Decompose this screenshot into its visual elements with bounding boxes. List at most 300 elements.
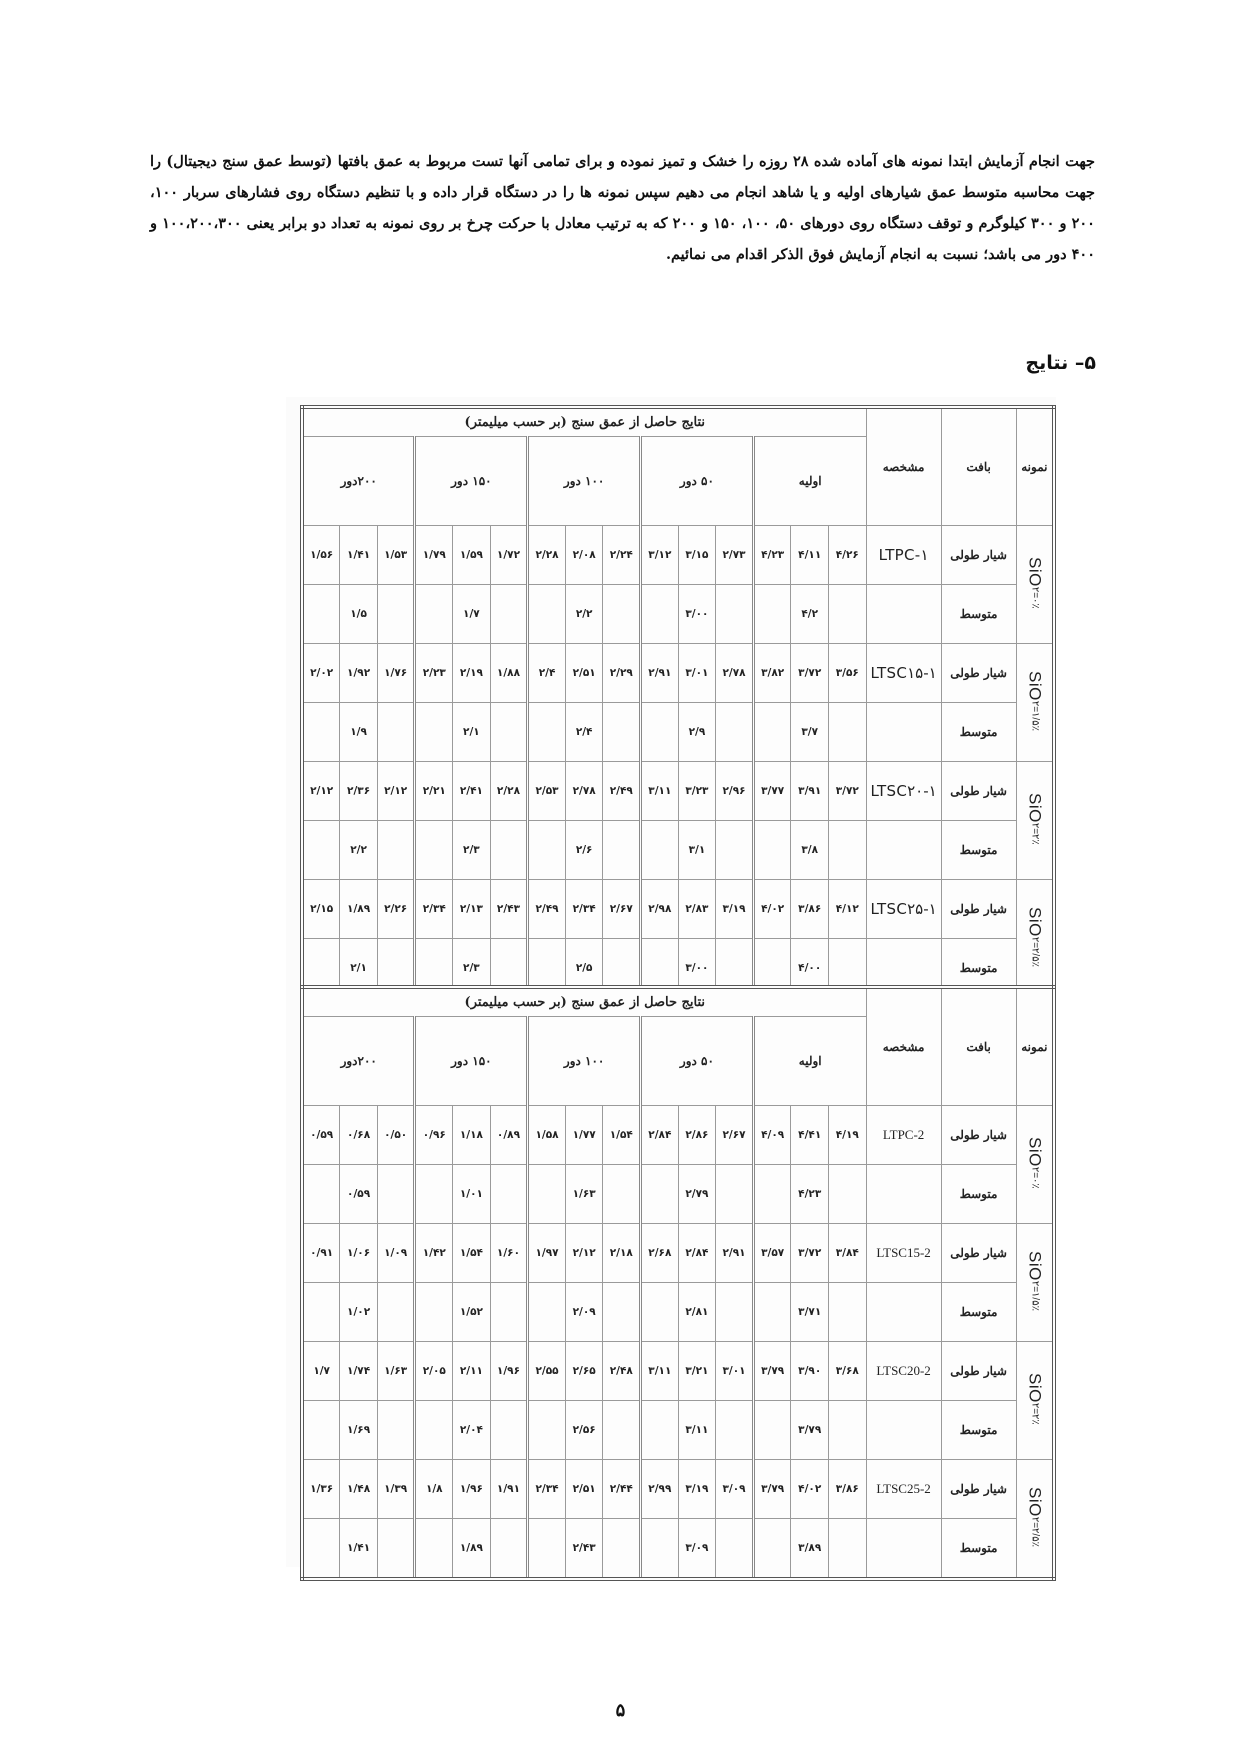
average-value-cell: ۳/۱ [678,821,716,880]
depth-value-cell: ۳/۱۲ [641,526,679,585]
empty-cell [603,821,641,880]
depth-value-cell: ۲/۲۹ [603,644,641,703]
texture-cell: متوسط [941,703,1016,762]
sample-label [1024,1137,1044,1189]
depth-value-cell: ۱/۹۲ [340,644,378,703]
empty-cell [753,1165,791,1224]
empty-cell [641,1519,679,1580]
sample-label [1024,557,1044,609]
sample-percent: ۲=۲/۵٪ [1029,936,1041,967]
depth-value-cell: ۱/۳۹ [377,1460,415,1519]
depth-value-cell: ۰/۹۶ [415,1106,453,1165]
header-cycle-group: ۱۰۰ دور [528,437,641,526]
empty-cell [490,821,528,880]
header-sample: نمونه [1016,987,1054,1106]
sample-label [1024,907,1044,967]
average-value-cell: ۱/۹ [340,703,378,762]
empty-cell [377,821,415,880]
texture-cell: شیار طولی [941,1106,1016,1165]
depth-value-cell: ۴/۰۹ [753,1106,791,1165]
empty-cell [377,703,415,762]
depth-value-cell: ۳/۱۵ [678,526,716,585]
sample-percent: ۲=۱/۵٪ [1029,1280,1041,1311]
depth-value-cell: ۲/۱۲ [565,1224,603,1283]
depth-value-cell: ۰/۶۸ [340,1106,378,1165]
average-value-cell: ۱/۴۱ [340,1519,378,1580]
depth-value-cell: ۲/۱۲ [377,762,415,821]
texture-cell: متوسط [941,1283,1016,1342]
depth-value-cell: ۲/۲۳ [415,644,453,703]
spec-code-cell-empty [866,1165,941,1224]
depth-value-cell: ۲/۹۸ [641,880,679,939]
sample-formula: SiO [1025,1486,1045,1517]
table-row-groove [302,526,1054,585]
texture-cell: متوسط [941,821,1016,880]
header-cycle-group: ۲۰۰دور [302,1017,415,1106]
empty-cell [641,1165,679,1224]
spec-code-cell: LTSC۲۰-۱ [866,762,941,821]
sample-label [1024,671,1044,731]
depth-value-cell: ۲/۵۳ [528,762,566,821]
depth-value-cell: ۳/۲۱ [678,1342,716,1401]
empty-cell [528,1165,566,1224]
empty-cell [415,585,453,644]
average-value-cell: ۳/۰۹ [678,1519,716,1580]
empty-cell [490,585,528,644]
depth-value-cell: ۳/۹۱ [791,762,829,821]
depth-value-cell: ۲/۸۳ [678,880,716,939]
depth-value-cell: ۲/۷۸ [716,644,754,703]
header-results-title: نتایج حاصل از عمق سنج (بر حسب میلیمتر) [302,407,866,437]
depth-value-cell: ۳/۰۱ [716,1342,754,1401]
depth-value-cell: ۲/۲۶ [377,880,415,939]
average-value-cell: ۳/۷۹ [791,1401,829,1460]
empty-cell [603,585,641,644]
depth-value-cell: ۲/۶۷ [716,1106,754,1165]
empty-cell [302,1283,340,1342]
depth-value-cell: ۱/۵۴ [453,1224,491,1283]
header-cycle-group: اولیه [753,437,866,526]
average-value-cell: ۳/۷ [791,703,829,762]
depth-value-cell: ۲/۱۳ [453,880,491,939]
depth-value-cell: ۲/۹۶ [716,762,754,821]
average-value-cell: ۱/۵۲ [453,1283,491,1342]
empty-cell [753,1283,791,1342]
empty-cell [490,1519,528,1580]
section-heading: ۵– نتایج [1025,352,1096,374]
depth-value-cell: ۰/۵۹ [302,1106,340,1165]
texture-cell: شیار طولی [941,880,1016,939]
average-value-cell: ۲/۲ [565,585,603,644]
texture-cell: شیار طولی [941,526,1016,585]
empty-cell [415,703,453,762]
empty-cell [829,1401,867,1460]
depth-value-cell: ۳/۸۲ [753,644,791,703]
texture-cell: متوسط [941,939,1016,1000]
texture-cell: شیار طولی [941,1224,1016,1283]
sample-formula: SiO [1025,1250,1045,1281]
sample-percent: ۲=۱/۵٪ [1029,700,1041,731]
depth-value-cell: ۱/۸۹ [340,880,378,939]
empty-cell [377,1165,415,1224]
table-row-groove [302,644,1054,703]
empty-cell [829,703,867,762]
empty-cell [753,703,791,762]
depth-value-cell: ۳/۷۲ [791,1224,829,1283]
depth-value-cell: ۲/۴۳ [490,880,528,939]
empty-cell [829,1519,867,1580]
sample-cell [1016,762,1054,880]
empty-cell [528,821,566,880]
depth-value-cell: ۱/۷۲ [490,526,528,585]
depth-value-cell: ۱/۷ [302,1342,340,1401]
sample-percent: ۲=۰٪ [1029,1166,1041,1189]
texture-cell: شیار طولی [941,644,1016,703]
empty-cell [302,821,340,880]
spec-code-cell-empty [866,1519,941,1580]
average-value-cell: ۲/۱ [453,703,491,762]
average-value-cell: ۱/۰۲ [340,1283,378,1342]
depth-value-cell: ۰/۹۱ [302,1224,340,1283]
sample-formula: SiO [1025,1136,1045,1167]
empty-cell [716,1283,754,1342]
average-value-cell: ۲/۵ [565,939,603,1000]
empty-cell [603,1283,641,1342]
results-table-1 [300,405,1056,1001]
average-value-cell: ۱/۶۳ [565,1165,603,1224]
depth-value-cell: ۱/۹۶ [490,1342,528,1401]
depth-value-cell: ۲/۴۴ [603,1460,641,1519]
empty-cell [603,703,641,762]
depth-value-cell: ۱/۶۰ [490,1224,528,1283]
spec-code-cell: LTPC-۱ [866,526,941,585]
depth-value-cell: ۱/۱۸ [453,1106,491,1165]
depth-value-cell: ۱/۷۷ [565,1106,603,1165]
header-spec: مشخصه [866,407,941,526]
depth-value-cell: ۱/۴۱ [340,526,378,585]
empty-cell [716,1401,754,1460]
sample-cell [1016,1342,1054,1460]
table-row-groove [302,762,1054,821]
header-texture: بافت [941,987,1016,1106]
average-value-cell: ۲/۴ [565,703,603,762]
average-value-cell: ۲/۶ [565,821,603,880]
sample-formula: SiO [1025,1372,1045,1403]
average-value-cell: ۲/۲ [340,821,378,880]
texture-cell: متوسط [941,585,1016,644]
depth-value-cell: ۲/۸۴ [641,1106,679,1165]
header-results-title: نتایج حاصل از عمق سنج (بر حسب میلیمتر) [302,987,866,1017]
depth-value-cell: ۴/۱۲ [829,880,867,939]
empty-cell [641,1401,679,1460]
texture-cell: متوسط [941,1519,1016,1580]
depth-value-cell: ۱/۹۷ [528,1224,566,1283]
empty-cell [377,1519,415,1580]
depth-value-cell: ۱/۵۹ [453,526,491,585]
depth-value-cell: ۳/۸۶ [791,880,829,939]
texture-cell: متوسط [941,1165,1016,1224]
average-value-cell: ۳/۸۹ [791,1519,829,1580]
sample-formula: SiO [1025,792,1045,823]
header-cycle-group: ۱۵۰ دور [415,437,528,526]
depth-value-cell: ۲/۲۴ [603,526,641,585]
empty-cell [302,585,340,644]
depth-value-cell: ۳/۰۹ [716,1460,754,1519]
empty-cell [528,703,566,762]
header-texture: بافت [941,407,1016,526]
depth-value-cell: ۲/۴ [528,644,566,703]
depth-value-cell: ۴/۲۶ [829,526,867,585]
average-value-cell: ۰/۵۹ [340,1165,378,1224]
average-value-cell: ۲/۰۹ [565,1283,603,1342]
table-row-groove [302,880,1054,939]
sample-label [1024,1251,1044,1311]
depth-value-cell: ۲/۳۴ [528,1460,566,1519]
empty-cell [603,1519,641,1580]
depth-value-cell: ۱/۰۹ [377,1224,415,1283]
sample-cell [1016,1106,1054,1224]
depth-value-cell: ۲/۲۸ [528,526,566,585]
depth-value-cell: ۲/۷۸ [565,762,603,821]
texture-cell: شیار طولی [941,1342,1016,1401]
spec-code-cell-empty [866,1283,941,1342]
depth-value-cell: ۳/۰۱ [678,644,716,703]
table-row-groove [302,1342,1054,1401]
average-value-cell: ۲/۱ [340,939,378,1000]
depth-value-cell: ۱/۵۴ [603,1106,641,1165]
depth-value-cell: ۲/۳۶ [340,762,378,821]
sample-cell [1016,526,1054,644]
depth-value-cell: ۲/۵۱ [565,644,603,703]
table-row-average [302,821,1054,880]
depth-value-cell: ۱/۸۸ [490,644,528,703]
average-value-cell: ۴/۲ [791,585,829,644]
table-row-groove [302,1106,1054,1165]
depth-value-cell: ۲/۱۲ [302,762,340,821]
empty-cell [377,1283,415,1342]
depth-value-cell: ۳/۷۹ [753,1460,791,1519]
empty-cell [528,1401,566,1460]
average-value-cell: ۱/۵ [340,585,378,644]
depth-value-cell: ۲/۶۸ [641,1224,679,1283]
depth-value-cell: ۲/۰۵ [415,1342,453,1401]
empty-cell [716,1519,754,1580]
sample-percent: ۲=۲/۵٪ [1029,1516,1041,1547]
empty-cell [302,1519,340,1580]
average-value-cell: ۱/۰۱ [453,1165,491,1224]
spec-code-cell: LTSC۲۵-۱ [866,880,941,939]
empty-cell [829,821,867,880]
sample-percent: ۲=۰٪ [1029,586,1041,609]
depth-value-cell: ۳/۵۷ [753,1224,791,1283]
empty-cell [415,1401,453,1460]
empty-cell [490,1401,528,1460]
depth-value-cell: ۲/۹۹ [641,1460,679,1519]
empty-cell [415,1283,453,1342]
header-cycle-group: ۱۵۰ دور [415,1017,528,1106]
depth-value-cell: ۲/۰۲ [302,644,340,703]
depth-value-cell: ۱/۴۲ [415,1224,453,1283]
depth-value-cell: ۱/۷۹ [415,526,453,585]
sample-formula: SiO [1025,670,1045,701]
header-sample: نمونه [1016,407,1054,526]
average-value-cell: ۳/۰۰ [678,939,716,1000]
empty-cell [528,1519,566,1580]
depth-value-cell: ۱/۹۱ [490,1460,528,1519]
spec-code-cell: LTPC-2 [866,1106,941,1165]
depth-value-cell: ۳/۹۰ [791,1342,829,1401]
depth-value-cell: ۲/۲۸ [490,762,528,821]
depth-value-cell: ۲/۸۶ [678,1106,716,1165]
depth-value-cell: ۲/۳۴ [565,880,603,939]
depth-value-cell: ۳/۶۸ [829,1342,867,1401]
depth-value-cell: ۴/۰۲ [791,1460,829,1519]
empty-cell [302,1401,340,1460]
empty-cell [490,703,528,762]
depth-value-cell: ۰/۵۰ [377,1106,415,1165]
sample-cell [1016,1460,1054,1580]
empty-cell [716,1165,754,1224]
depth-value-cell: ۴/۴۱ [791,1106,829,1165]
average-value-cell: ۲/۴۳ [565,1519,603,1580]
depth-value-cell: ۳/۲۳ [678,762,716,821]
header-cycle-group: ۱۰۰ دور [528,1017,641,1106]
depth-value-cell: ۴/۲۳ [753,526,791,585]
empty-cell [528,1283,566,1342]
sample-percent: ۲=۲٪ [1029,822,1041,845]
depth-value-cell: ۰/۸۹ [490,1106,528,1165]
average-value-cell: ۲/۹ [678,703,716,762]
sample-cell [1016,880,1054,1000]
depth-value-cell: ۱/۷۶ [377,644,415,703]
depth-value-cell: ۴/۰۲ [753,880,791,939]
texture-cell: شیار طولی [941,1460,1016,1519]
empty-cell [641,585,679,644]
sample-label [1024,1487,1044,1547]
depth-value-cell: ۳/۱۹ [678,1460,716,1519]
empty-cell [716,703,754,762]
average-value-cell: ۲/۷۹ [678,1165,716,1224]
depth-value-cell: ۲/۲۱ [415,762,453,821]
depth-value-cell: ۳/۱۱ [641,762,679,821]
empty-cell [415,1519,453,1580]
empty-cell [641,1283,679,1342]
empty-cell [603,1401,641,1460]
texture-cell: شیار طولی [941,762,1016,821]
sample-label [1024,793,1044,845]
depth-value-cell: ۳/۷۲ [829,762,867,821]
header-cycle-group: ۵۰ دور [641,437,754,526]
average-value-cell: ۳/۱۱ [678,1401,716,1460]
spec-code-cell: LTSC۱۵-۱ [866,644,941,703]
depth-value-cell: ۲/۴۸ [603,1342,641,1401]
average-value-cell: ۱/۸۹ [453,1519,491,1580]
empty-cell [829,1165,867,1224]
empty-cell [415,821,453,880]
average-value-cell: ۲/۳ [453,821,491,880]
empty-cell [415,1165,453,1224]
table-row-groove [302,1460,1054,1519]
depth-value-cell: ۱/۶۳ [377,1342,415,1401]
spec-code-cell-empty [866,821,941,880]
sample-label [1024,1373,1044,1425]
average-value-cell: ۲/۳ [453,939,491,1000]
empty-cell [528,585,566,644]
depth-value-cell: ۳/۷۹ [753,1342,791,1401]
spec-code-cell: LTSC20-2 [866,1342,941,1401]
depth-value-cell: ۲/۷۳ [716,526,754,585]
depth-value-cell: ۲/۹۱ [641,644,679,703]
sample-percent: ۲=۲٪ [1029,1402,1041,1425]
depth-value-cell: ۱/۸ [415,1460,453,1519]
empty-cell [641,703,679,762]
empty-cell [753,1519,791,1580]
header-spec: مشخصه [866,987,941,1106]
depth-value-cell: ۲/۵۱ [565,1460,603,1519]
depth-value-cell: ۱/۹۶ [453,1460,491,1519]
spec-code-cell-empty [866,1401,941,1460]
depth-value-cell: ۲/۶۵ [565,1342,603,1401]
average-value-cell: ۲/۰۴ [453,1401,491,1460]
empty-cell [490,1283,528,1342]
empty-cell [716,585,754,644]
spec-code-cell-empty [866,703,941,762]
empty-cell [753,1401,791,1460]
depth-value-cell: ۳/۷۲ [791,644,829,703]
sample-cell [1016,644,1054,762]
depth-value-cell: ۳/۱۱ [641,1342,679,1401]
depth-value-cell: ۲/۱۱ [453,1342,491,1401]
depth-value-cell: ۲/۳۴ [415,880,453,939]
empty-cell [829,1283,867,1342]
average-value-cell: ۳/۸ [791,821,829,880]
empty-cell [829,585,867,644]
sample-cell [1016,1224,1054,1342]
depth-value-cell: ۲/۱۹ [453,644,491,703]
table-row-average [302,1401,1054,1460]
results-table-2 [300,985,1056,1581]
average-value-cell: ۲/۸۱ [678,1283,716,1342]
depth-value-cell: ۱/۵۶ [302,526,340,585]
average-value-cell: ۴/۲۳ [791,1165,829,1224]
average-value-cell: ۱/۷ [453,585,491,644]
depth-value-cell: ۲/۱۸ [603,1224,641,1283]
empty-cell [377,1401,415,1460]
table-row-average [302,1283,1054,1342]
spec-code-cell: LTSC15-2 [866,1224,941,1283]
depth-value-cell: ۲/۴۹ [603,762,641,821]
average-value-cell: ۳/۰۰ [678,585,716,644]
depth-value-cell: ۴/۱۹ [829,1106,867,1165]
depth-value-cell: ۲/۹۱ [716,1224,754,1283]
table-row-average [302,585,1054,644]
depth-value-cell: ۲/۵۵ [528,1342,566,1401]
spec-code-cell: LTSC25-2 [866,1460,941,1519]
empty-cell [716,821,754,880]
empty-cell [302,703,340,762]
depth-value-cell: ۲/۸۴ [678,1224,716,1283]
depth-value-cell: ۳/۱۹ [716,880,754,939]
depth-value-cell: ۲/۴۹ [528,880,566,939]
average-value-cell: ۴/۰۰ [791,939,829,1000]
depth-value-cell: ۳/۷۷ [753,762,791,821]
sample-formula: SiO [1025,556,1045,587]
empty-cell [490,1165,528,1224]
texture-cell: متوسط [941,1401,1016,1460]
header-cycle-group: ۲۰۰دور [302,437,415,526]
empty-cell [753,821,791,880]
depth-value-cell: ۴/۱۱ [791,526,829,585]
